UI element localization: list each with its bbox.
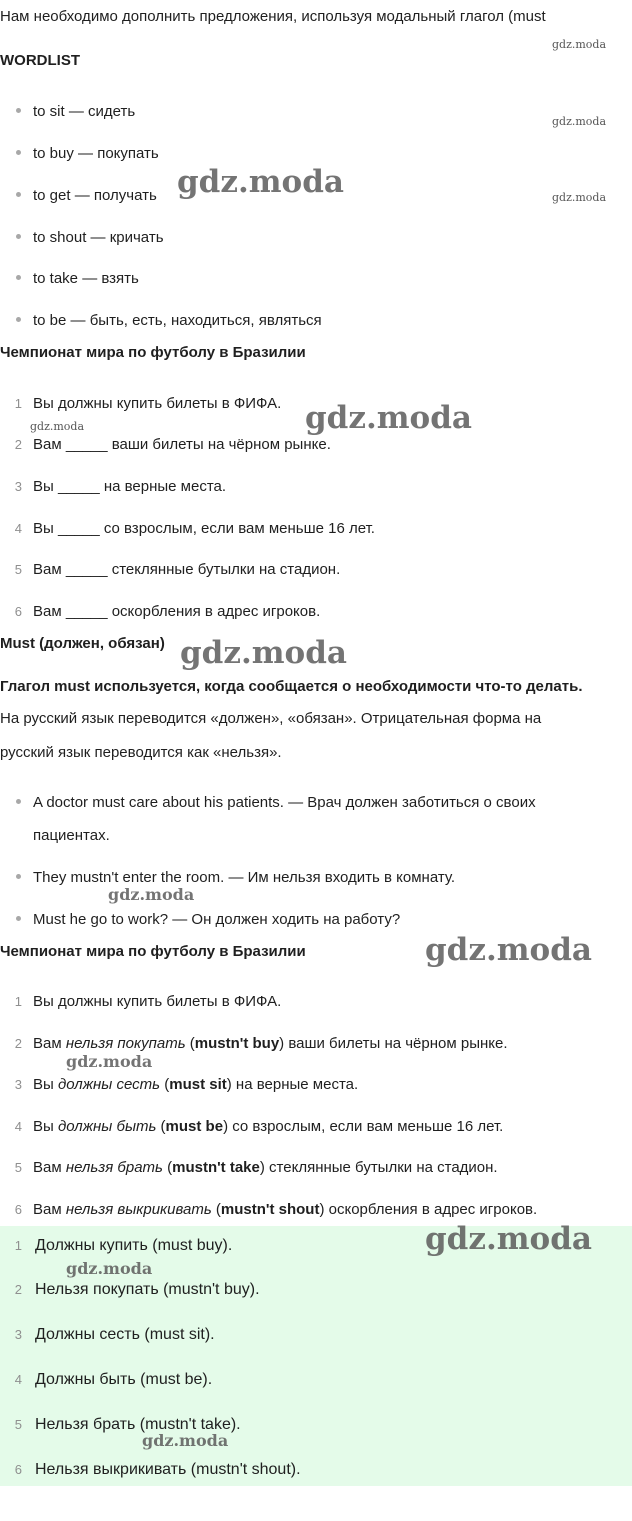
wordlist-item: to get — получать [16, 187, 157, 204]
answer-item: 2 Нельзя покупать (mustn't buy). [14, 1281, 260, 1298]
wordlist-item: to take — взять [16, 270, 139, 287]
bullet-icon [16, 234, 21, 239]
bullet-icon [16, 799, 21, 804]
wordlist-title: WORDLIST [0, 52, 80, 69]
watermark: gdz.moda [66, 1052, 153, 1071]
watermark: gdz.moda [305, 400, 472, 436]
answer-item: 3 Должны сесть (must sit). [14, 1326, 215, 1343]
bullet-icon [16, 275, 21, 280]
solution-item: 4 Вы должны быть (must be) со взрослым, если вам меньше 16 лет. [14, 1118, 504, 1135]
watermark: gdz.moda [425, 1221, 592, 1257]
bullet-icon [16, 874, 21, 879]
bullet-icon [16, 108, 21, 113]
theory-title: Must (должен, обязан) [0, 635, 165, 652]
answer-item: 4 Должны быть (must be). [14, 1371, 213, 1388]
watermark: gdz.moda [177, 164, 344, 200]
watermark: gdz.moda [142, 1431, 229, 1450]
wordlist-item: to be — быть, есть, находиться, являться [16, 312, 322, 329]
bullet-icon [16, 317, 21, 322]
answer-item: 6 Нельзя выкрикивать (mustn't shout). [14, 1461, 301, 1478]
watermark: gdz.moda [552, 38, 607, 51]
solution-item: 3 Вы должны сесть (must sit) на верные места. [14, 1076, 359, 1093]
bullet-icon [16, 150, 21, 155]
solution-item: 2 Вам нельзя покупать (mustn't buy) ваши билеты на чёрном рынке. [14, 1035, 508, 1052]
theory-rule: Глагол must используется, когда сообщается о необходимости что-то делать. [0, 678, 583, 695]
exercise-item: 6 Вам _____ оскорбления в адрес игроков. [14, 603, 321, 620]
watermark: gdz.moda [180, 635, 347, 671]
example-item: They mustn't enter the room. — Им нельзя входить в комнату. [16, 869, 455, 886]
exercise-item: 5 Вам _____ стеклянные бутылки на стадион. [14, 561, 341, 578]
bullet-icon [16, 916, 21, 921]
solution-item: 5 Вам нельзя брать (mustn't take) стеклянные бутылки на стадион. [14, 1159, 498, 1176]
wordlist-item: to sit — сидеть [16, 103, 135, 120]
example-item-continuation: пациентах. [33, 827, 110, 844]
answer-item: 5 Нельзя брать (mustn't take). [14, 1416, 241, 1433]
watermark: gdz.moda [552, 115, 607, 128]
example-item: A doctor must care about his patients. — Врач должен заботиться о своих [16, 794, 536, 811]
wordlist-item: to shout — кричать [16, 229, 164, 246]
exercise-item: 2 Вам _____ ваши билеты на чёрном рынке. [14, 436, 331, 453]
watermark: gdz.moda [552, 191, 607, 204]
exercise-item: 4 Вы _____ со взрослым, если вам меньше 16 лет. [14, 520, 375, 537]
watermark: gdz.moda [108, 885, 195, 904]
intro-text: Нам необходимо дополнить предложения, используя модальный глагол (must [0, 8, 546, 25]
watermark: gdz.moda [66, 1259, 153, 1278]
theory-text-line: русский язык переводится как «нельзя». [0, 744, 282, 761]
solution-item: 6 Вам нельзя выкрикивать (mustn't shout) оскорбления в адрес игроков. [14, 1201, 538, 1218]
bullet-icon [16, 192, 21, 197]
exercise-item: 3 Вы _____ на верные места. [14, 478, 227, 495]
solution-title: Чемпионат мира по футболу в Бразилии [0, 943, 306, 960]
wordlist-item: to buy — покупать [16, 145, 159, 162]
answer-item: 1 Должны купить (must buy). [14, 1237, 233, 1254]
example-item: Must he go to work? — Он должен ходить на работу? [16, 911, 400, 928]
watermark: gdz.moda [30, 420, 85, 433]
solution-item: 1 Вы должны купить билеты в ФИФА. [14, 993, 282, 1010]
watermark: gdz.moda [425, 932, 592, 968]
theory-text-line: На русский язык переводится «должен», «обязан». Отрицательная форма на [0, 710, 542, 727]
exercise-title: Чемпионат мира по футболу в Бразилии [0, 344, 306, 361]
exercise-item: 1 Вы должны купить билеты в ФИФА. [14, 395, 282, 412]
